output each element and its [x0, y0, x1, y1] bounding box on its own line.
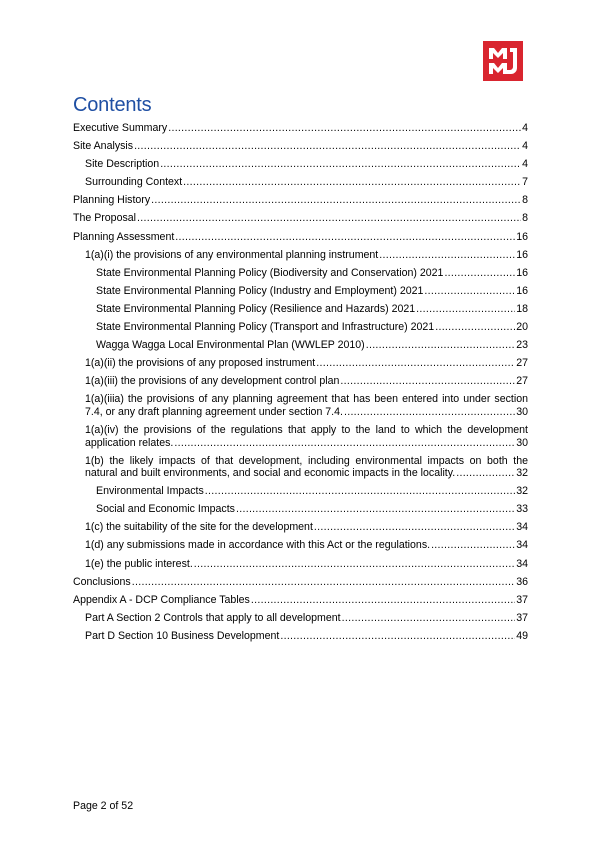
- toc-page-number: 7: [522, 176, 528, 189]
- toc-entry-title-line1: 1(a)(iv) the provisions of the regulations that apply to the land to which the development: [85, 424, 528, 436]
- toc-page-number: 16: [516, 266, 528, 279]
- toc-entry[interactable]: [73, 212, 528, 225]
- dot-leader: [316, 357, 515, 370]
- toc-entry-title-line2: natural and built environments, and social and economic impacts in the locality.: [85, 467, 456, 480]
- toc-entry-title-line2: application relates.: [85, 436, 174, 449]
- toc-entry-title: 1(d) any submissions made in accordance with this Act or the regulations.: [85, 539, 431, 552]
- toc-entry-title: Part D Section 10 Business Development: [85, 629, 280, 642]
- dot-leader: [431, 539, 515, 552]
- toc-entry-title: Site Description: [85, 158, 160, 171]
- toc-page-number: 27: [516, 357, 528, 370]
- toc-page-number: 30: [516, 436, 528, 449]
- toc-entry-title: 1(a)(i) the provisions of any environmental planning instrument: [85, 248, 379, 261]
- dot-leader: [205, 485, 515, 498]
- toc-entry[interactable]: [73, 521, 528, 534]
- toc-entry-title: Part A Section 2 Controls that apply to all development: [85, 611, 341, 624]
- toc-entry[interactable]: [73, 303, 528, 316]
- dot-leader: [314, 521, 515, 534]
- toc-entry[interactable]: [73, 158, 528, 171]
- toc-page-number: 4: [522, 140, 528, 153]
- toc-entry[interactable]: [73, 321, 528, 334]
- toc-page-number: 37: [516, 611, 528, 624]
- toc-entry-title-line1: 1(b) the likely impacts of that development, including environmental impacts on both the: [85, 454, 528, 467]
- toc-entry-title: 1(a)(ii) the provisions of any proposed instrument: [85, 357, 316, 370]
- toc-page-number: 34: [516, 557, 528, 570]
- dot-leader: [168, 122, 521, 135]
- toc-entry[interactable]: [73, 140, 528, 153]
- toc-page-number: 27: [516, 375, 528, 388]
- toc-page-number: 32: [516, 485, 528, 498]
- dot-leader: [456, 467, 515, 480]
- toc-page-number: 8: [522, 212, 528, 225]
- toc-page-number: 49: [516, 629, 528, 642]
- toc-page-number: 33: [516, 503, 528, 516]
- page-title: Contents: [73, 94, 152, 116]
- dot-leader: [416, 303, 515, 316]
- toc-entry[interactable]: [73, 393, 528, 418]
- toc-page-number: 16: [516, 248, 528, 261]
- toc-page-number: 30: [516, 405, 528, 418]
- toc-entry-title: Environmental Impacts: [96, 485, 204, 498]
- toc-entry-title: 1(c) the suitability of the site for the development: [85, 521, 313, 534]
- toc-entry-title: Planning History: [73, 194, 151, 207]
- dot-leader: [137, 212, 521, 225]
- toc-entry[interactable]: [73, 194, 528, 207]
- toc-page-number: 20: [516, 321, 528, 334]
- toc-entry-title: Wagga Wagga Local Environmental Plan (WWLEP 2010): [96, 339, 365, 352]
- toc-entry[interactable]: [73, 285, 528, 298]
- dot-leader: [444, 267, 515, 280]
- toc-entry[interactable]: [73, 503, 528, 516]
- dot-leader: [280, 630, 515, 643]
- toc-entry[interactable]: [73, 375, 528, 388]
- toc-page-number: 8: [522, 194, 528, 207]
- page-number-footer: Page 2 of 52: [73, 800, 134, 812]
- toc-entry[interactable]: [73, 231, 528, 244]
- toc-entry-title: State Environmental Planning Policy (Biodiversity and Conservation) 2021: [96, 266, 444, 279]
- toc-page-number: 16: [516, 230, 528, 243]
- toc-entry[interactable]: [73, 122, 528, 135]
- toc-page-number: 32: [516, 467, 528, 480]
- dot-leader: [174, 437, 515, 450]
- dot-leader: [340, 375, 515, 388]
- toc-page-number: 4: [522, 158, 528, 171]
- toc-entry[interactable]: [73, 455, 528, 480]
- toc-page-number: 18: [516, 302, 528, 315]
- dot-leader: [379, 249, 515, 262]
- toc-page-number: 16: [516, 284, 528, 297]
- toc-entry-title: 1(e) the public interest.: [85, 557, 193, 570]
- dot-leader: [134, 140, 521, 153]
- toc-entry[interactable]: [73, 576, 528, 589]
- toc-entry[interactable]: [73, 249, 528, 262]
- toc-entry-title: Surrounding Context: [85, 176, 183, 189]
- toc-entry-title: State Environmental Planning Policy (Resilience and Hazards) 2021: [96, 302, 416, 315]
- toc-entry[interactable]: [73, 630, 528, 643]
- dot-leader: [183, 176, 521, 189]
- toc-page-number: 4: [522, 122, 528, 134]
- dot-leader: [236, 503, 515, 516]
- toc-page-number: 34: [516, 521, 528, 534]
- dot-leader: [251, 594, 515, 607]
- toc-entry[interactable]: [73, 612, 528, 625]
- dot-leader: [175, 231, 515, 244]
- toc-entry[interactable]: [73, 267, 528, 280]
- dot-leader: [160, 158, 521, 171]
- toc-entry[interactable]: [73, 594, 528, 607]
- toc-page-number: 36: [516, 575, 528, 588]
- toc-entry-title: Conclusions: [73, 575, 131, 588]
- toc-entry[interactable]: [73, 485, 528, 498]
- company-logo: [483, 41, 523, 81]
- toc-entry-title: State Environmental Planning Policy (Transport and Infrastructure) 2021: [96, 321, 435, 334]
- toc-entry-title: 1(a)(iii) the provisions of any development control plan: [85, 375, 340, 388]
- toc-entry-title: Executive Summary: [73, 122, 168, 134]
- toc-entry-title: State Environmental Planning Policy (Industry and Employment) 2021: [96, 284, 424, 297]
- toc-page-number: 23: [516, 339, 528, 352]
- toc-entry-title-line2: 7.4, or any draft planning agreement under section 7.4.: [85, 405, 343, 418]
- toc-entry[interactable]: [73, 176, 528, 189]
- toc-entry-title: Social and Economic Impacts: [96, 503, 235, 516]
- toc-entry-title: Site Analysis: [73, 140, 134, 153]
- dot-leader: [366, 339, 516, 352]
- dot-leader: [151, 194, 521, 207]
- toc-entry[interactable]: [73, 539, 528, 552]
- dot-leader: [132, 576, 515, 589]
- dot-leader: [342, 612, 516, 625]
- dot-leader: [424, 285, 515, 298]
- toc-entry[interactable]: [73, 558, 528, 571]
- toc-entry[interactable]: [73, 357, 528, 370]
- toc-page-number: 37: [516, 593, 528, 606]
- dot-leader: [344, 406, 515, 419]
- toc-entry-title: Planning Assessment: [73, 230, 175, 243]
- toc-entry[interactable]: [73, 339, 528, 352]
- dot-leader: [194, 558, 515, 571]
- toc-entry-title: Appendix A - DCP Compliance Tables: [73, 593, 250, 606]
- table-of-contents: [73, 122, 528, 648]
- dot-leader: [435, 321, 515, 334]
- toc-entry-title-line1: 1(a)(iiia) the provisions of any planning agreement that has been entered into under section: [85, 393, 528, 406]
- toc-entry-title: The Proposal: [73, 212, 137, 225]
- toc-entry[interactable]: [73, 424, 528, 449]
- toc-page-number: 34: [516, 539, 528, 552]
